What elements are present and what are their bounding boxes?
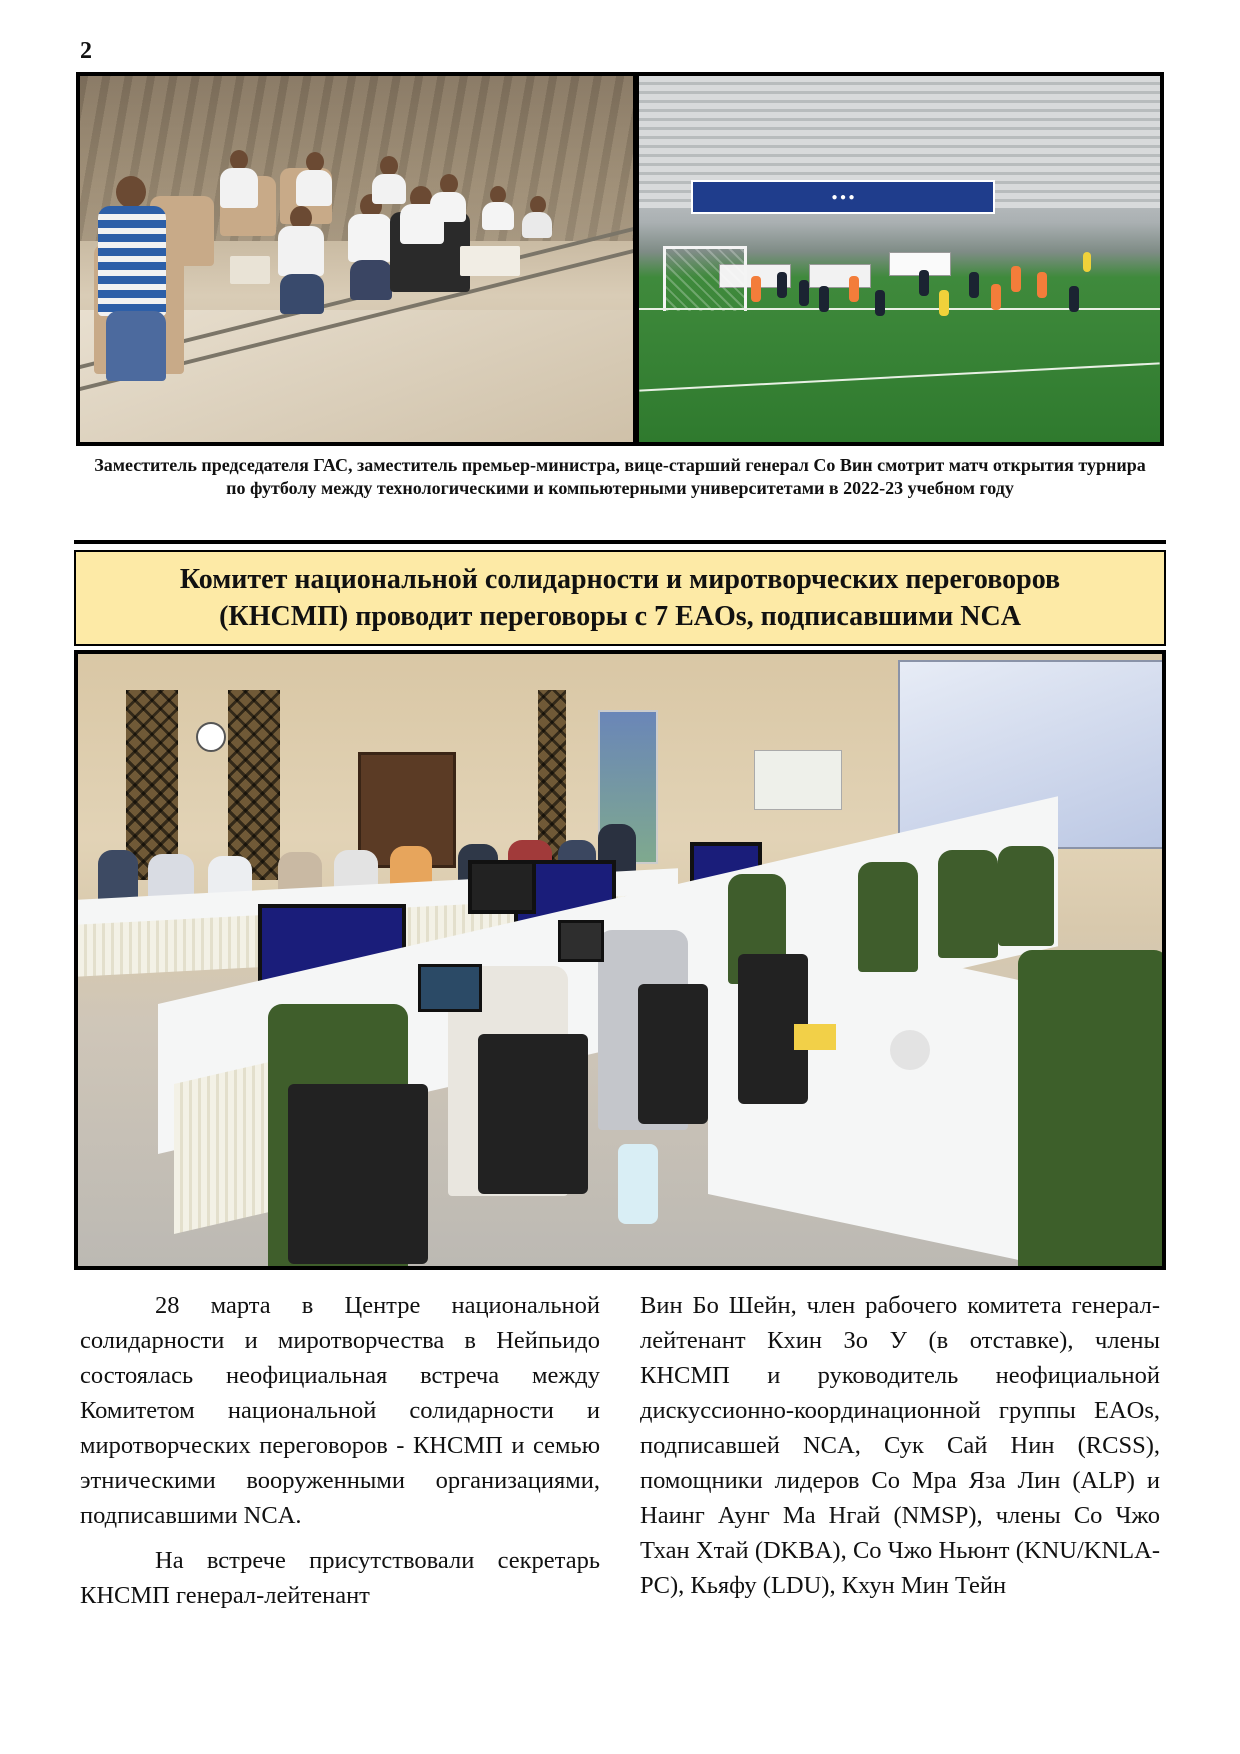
article-paragraph: 28 марта в Центре национальной солидарности и миротворчества в Нейпьидо состоялась неофициальная встреча между Комитетом национальной солидарности и миротворческих переговоров - КНСМП и семью этническими вооруженными организациями, подписавшими NCA. [80,1292,600,1529]
football-match-photo [639,76,1160,442]
top-photo-pair [76,72,1164,446]
article-column-left [80,1288,600,1623]
article-paragraph: На встрече присутствовали секретарь КНСМП генерал-лейтенант [80,1547,600,1609]
page-number: 2 [80,38,92,64]
section-divider [74,540,1166,544]
article-headline [74,550,1166,646]
headline-title: Комитет национальной солидарности и миротворческих переговоров (КНСМП) проводит переговоры с 7 EAOs, подписавшими NCA [179,564,1061,632]
vip-box-photo [80,76,633,442]
top-photo-caption: Заместитель председателя ГАС, заместитель премьер-министра, вице-старший генерал Со Вин смотрит матч открытия турнира по футболу между технологическими и компьютерными университетами в 2022-23 учебном году [94,455,1146,498]
stadium-banner: ● ● ● [691,180,995,214]
meeting-photo [74,650,1166,1270]
article-column-right [640,1288,1160,1613]
article-paragraph: Вин Бо Шейн, член рабочего комитета генерал-лейтенант Кхин Зо У (в отставке), члены КНСМП и руководитель неофициальной дискуссионно-координационной группы EAOs, подписавшей NCA, Сук Сай Нин (RCSS), помощники лидеров Со Мра Яза Лин (ALP) и Наинг Аунг Ма Нгай (NMSP), члены Со Чжо Тхан Хтай (DKBA), Со Чжо Ньюнт (KNU/KNLA-PC), Кьяфу (LDU), Кхун Мин Тейн [640,1292,1160,1599]
